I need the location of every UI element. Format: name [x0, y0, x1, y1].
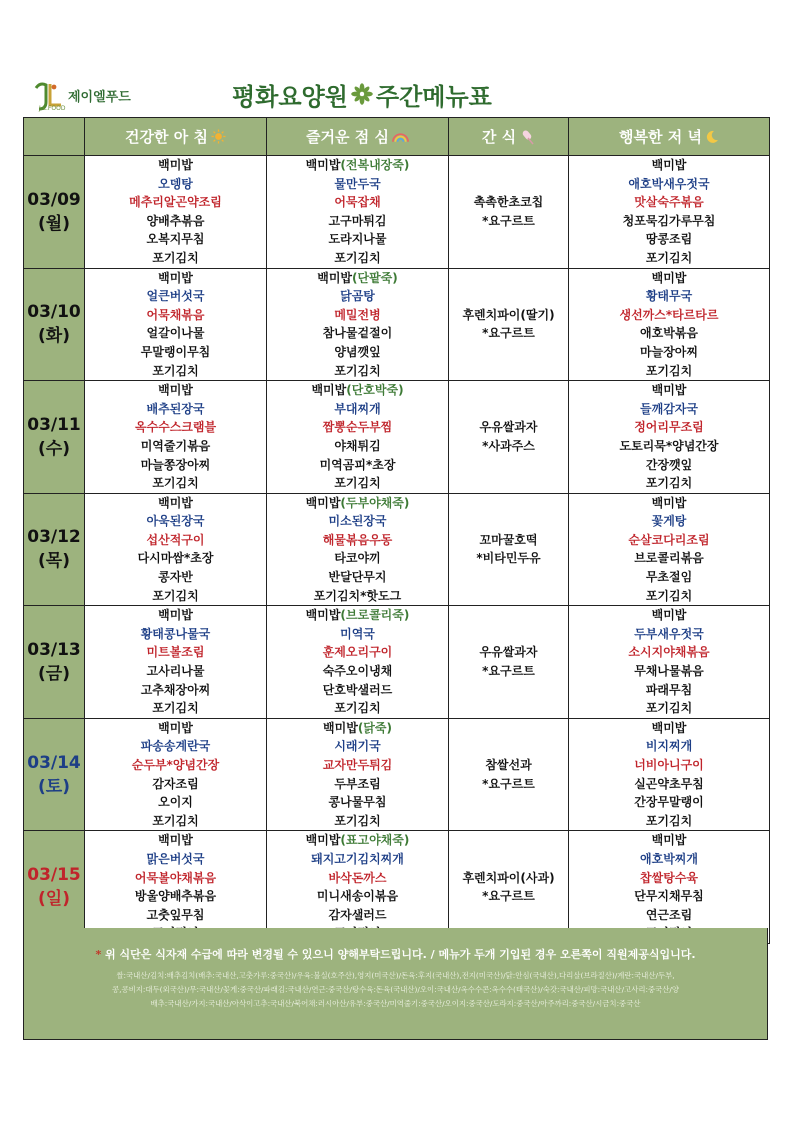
breakfast-item: 어묵채볶음: [146, 307, 205, 322]
lunch-item-text: 콩나물무침: [328, 795, 387, 810]
dinner-item: 마늘장아찌: [640, 344, 698, 359]
lunch-item: [267, 625, 448, 644]
lunch-item: [267, 287, 448, 306]
lunch-item: [267, 512, 448, 531]
lunch-cell: [267, 493, 449, 606]
company-logo: [30, 78, 160, 114]
snack-item: 후렌치파이(딸기): [462, 307, 555, 322]
lunch-item: [267, 887, 448, 906]
dinner-item: 순살코다리조림: [628, 532, 710, 547]
day-row: [24, 268, 770, 381]
breakfast-item: 양배추볶음: [146, 213, 205, 228]
breakfast-cell: [85, 268, 267, 381]
dinner-cell: [569, 156, 770, 269]
breakfast-item: 얼갈이나물: [146, 326, 205, 341]
lunch-item: [267, 831, 448, 850]
lunch-item: [267, 474, 448, 493]
breakfast-cell: [85, 831, 267, 944]
dinner-item: 백미밥: [651, 833, 687, 848]
dinner-item: 포기김치: [645, 701, 693, 716]
lunch-item-text: (표고야채죽): [340, 833, 410, 848]
lunch-item-text: 단호박샐러드: [322, 682, 393, 697]
day-date: 03/09: [27, 189, 81, 210]
breakfast-item: 옥수수스크램블: [134, 420, 217, 435]
dinner-item: 포기김치: [645, 363, 693, 378]
lunch-item-text: 바삭돈까스: [328, 870, 387, 885]
day-weekday: (금): [38, 664, 70, 685]
footer-notice: * 위 식단은 식자재 수급에 따라 변경될 수 있으니 양해부탁드립니다. / 메뉴가 두개 기입된 경우 오른쪽이 직원제공식입니다.: [95, 948, 696, 961]
page-title: [232, 77, 492, 111]
lunch-item-text: 미소된장국: [328, 514, 387, 529]
snack-item: *요구르트: [482, 889, 535, 904]
day-date: 03/10: [27, 302, 81, 323]
origin-line: 콩,콩비지:대두(외국산)/무:국내산/꽃게:중국산/파래김:국내산/연근:중국산/탕수육:돈육(국내산)/오이:국내산/옥수수콘:옥수수(태국산)/숙갓:국내산/피망:국내산/고사리:중국산/양: [111, 985, 680, 994]
snack-item: 후렌치파이(사과): [462, 870, 555, 885]
moon-icon: [705, 130, 719, 144]
lunch-item: [267, 362, 448, 381]
snack-item: *요구르트: [482, 213, 535, 228]
dinner-item: 청포묵김가루무침: [622, 213, 716, 228]
lunch-item-text: 도라지나물: [328, 232, 387, 247]
snack-cell: [449, 156, 569, 269]
breakfast-item: 고추채장아찌: [140, 682, 211, 697]
lunch-item-text: 백미밥: [305, 495, 341, 510]
header-lunch: 즐거운 점 심: [267, 118, 449, 156]
breakfast-item: 미역줄기볶음: [140, 438, 211, 453]
header-corner: [24, 118, 85, 156]
day-row: [24, 606, 770, 719]
dinner-item: 비지찌개: [645, 739, 693, 754]
breakfast-item: 파송송계란국: [140, 739, 211, 754]
breakfast-cell: [85, 381, 267, 494]
snack-cell: [449, 381, 569, 494]
rainbow-icon: [392, 131, 409, 143]
dinner-item: 백미밥: [651, 158, 687, 172]
lunch-item: [267, 156, 448, 175]
day-weekday: (화): [38, 326, 70, 347]
day-label: [24, 156, 85, 269]
header-dinner: 행복한 저 녁: [569, 118, 770, 156]
lunch-item-text: 시래기국: [334, 739, 381, 754]
dinner-cell: [569, 381, 770, 494]
lunch-item-text: 해물볶음우동: [322, 532, 393, 547]
lunch-item-text: 포기김치: [334, 476, 381, 491]
dinner-item: 애호박새우젓국: [628, 176, 710, 191]
dinner-item: 파래무침: [645, 682, 693, 697]
dinner-item: 백미밥: [651, 495, 687, 510]
lunch-item-text: 메밀전병: [334, 307, 381, 322]
dinner-item: 애호박볶음: [640, 326, 698, 341]
dinner-item: 연근조림: [645, 907, 693, 922]
lunch-item-text: 양념깻잎: [334, 344, 381, 359]
header-snack: 간 식: [449, 118, 569, 156]
lunch-item: [267, 756, 448, 775]
snack-cell: [449, 493, 569, 606]
dinner-item: 포기김치: [645, 476, 693, 491]
title-facility: 평화요양원: [232, 82, 348, 111]
dinner-item: 무초절임: [645, 570, 693, 585]
breakfast-item: 포기김치: [152, 476, 199, 491]
day-weekday: (일): [38, 889, 70, 910]
lunch-item-text: 백미밥: [323, 720, 358, 735]
dinner-item: 두부새우젓국: [634, 626, 704, 641]
breakfast-item: 포기김치: [152, 701, 199, 716]
breakfast-cell: [85, 718, 267, 831]
lunch-item: [267, 269, 448, 288]
day-label: [24, 493, 85, 606]
lunch-item-text: 부대찌개: [334, 401, 381, 416]
snack-item: *요구르트: [482, 776, 535, 791]
breakfast-item: 황태콩나물국: [140, 626, 211, 641]
lunch-item-text: 포기김치: [334, 363, 381, 378]
breakfast-item: 방울양배추볶음: [134, 889, 217, 904]
lunch-cell: [267, 156, 449, 269]
lunch-item-text: 포기김치: [334, 701, 381, 716]
origin-info: [42, 969, 749, 1011]
breakfast-item: 순두부*양념간장: [131, 758, 220, 772]
breakfast-item: 백미밥: [158, 270, 193, 285]
breakfast-item: 포기김치: [152, 588, 199, 603]
lunch-item: [267, 699, 448, 718]
snack-item: *요구르트: [482, 664, 535, 679]
lunch-item: [267, 343, 448, 362]
dinner-item: 백미밥: [651, 720, 687, 735]
lunch-item: [267, 719, 448, 738]
breakfast-item: 포기김치: [152, 813, 199, 828]
lunch-item-text: 미역국: [340, 626, 375, 641]
lunch-item-text: 백미밥: [305, 833, 341, 848]
lunch-item: [267, 324, 448, 343]
lunch-cell: [267, 381, 449, 494]
company-name: 제이엘푸드: [68, 90, 131, 105]
lunch-item-text: 백미밥: [311, 383, 347, 398]
breakfast-item: 오이지: [158, 795, 193, 810]
breakfast-item: 다시마쌈*초장: [137, 551, 214, 566]
lunch-item: [267, 793, 448, 812]
breakfast-item: 섭산적구이: [146, 532, 205, 547]
breakfast-item: 무말랭이무침: [140, 344, 211, 359]
day-date: 03/12: [27, 527, 81, 548]
dinner-item: 백미밥: [651, 270, 687, 285]
breakfast-item: 백미밥: [158, 720, 193, 735]
dinner-item: 간장무말랭이: [634, 795, 704, 810]
lunch-item: [267, 850, 448, 869]
lunch-item-text: (두부야채죽): [340, 495, 410, 510]
lunch-item: [267, 681, 448, 700]
snack-item: *비타민두유: [476, 551, 541, 566]
dinner-cell: [569, 718, 770, 831]
breakfast-item: 백미밥: [158, 383, 193, 398]
breakfast-item: 감자조림: [152, 776, 199, 791]
dinner-cell: [569, 606, 770, 719]
dinner-item: 정어리무조림: [634, 420, 704, 435]
dinner-item: 백미밥: [651, 383, 687, 398]
dinner-cell: [569, 493, 770, 606]
lunch-item-text: 백미밥: [317, 270, 353, 285]
breakfast-item: 백미밥: [158, 833, 193, 848]
day-date: 03/11: [27, 414, 81, 435]
lunch-item: [267, 906, 448, 925]
lunch-item: [267, 230, 448, 249]
lunch-item: [267, 193, 448, 212]
dinner-item: 꽃게탕: [651, 514, 687, 529]
day-row: [24, 381, 770, 494]
breakfast-cell: [85, 493, 267, 606]
breakfast-item: 백미밥: [158, 158, 193, 172]
lunch-item-text: 닭곰탕: [340, 289, 375, 304]
origin-line: 배추:국내산/가지:국내산/아삭이고추:국내산/북어채:러시아산/유부:중국산/미역줄기:중국산/오이지:중국산/도라지:중국산/아주까리:중국산/시금치:중국산: [150, 999, 641, 1008]
snack-cell: [449, 606, 569, 719]
origin-line: 쌀:국내산/김치:배추김치(배추:국내산,고춧가루:중국산)/우육:불실(호주산),영지(미국산)/돈육:후지(국내산),전지(미국산)/닭:안심(국내산),다리살(브라질산)/계란:국내산/두부,: [116, 971, 675, 980]
breakfast-item: 포기김치: [152, 250, 199, 265]
day-row: [24, 831, 770, 944]
snack-item: 참쌀선과: [485, 758, 532, 772]
lunch-item: [267, 175, 448, 194]
dinner-item: 들깨감자국: [640, 401, 698, 416]
breakfast-item: 배추된장국: [146, 401, 205, 416]
breakfast-cell: [85, 156, 267, 269]
dinner-item: 소시지야채볶음: [628, 645, 710, 660]
breakfast-item: 고사리나물: [146, 664, 205, 679]
day-date: 03/13: [27, 640, 81, 661]
lunch-cell: [267, 268, 449, 381]
day-label: [24, 381, 85, 494]
lunch-item-text: 어묵잡채: [334, 195, 381, 210]
flower-icon: [350, 82, 374, 106]
lunch-item: [267, 737, 448, 756]
lunch-item-text: 반달단무지: [328, 570, 387, 585]
day-label: [24, 268, 85, 381]
dinner-item: 너비아니구이: [634, 758, 704, 772]
lunch-item-text: 짬뽕순두부찜: [322, 420, 393, 435]
lunch-item-text: 감자샐러드: [328, 907, 387, 922]
lunch-item-text: 참나물겉절이: [322, 326, 393, 341]
lunch-item: [267, 643, 448, 662]
day-label: [24, 606, 85, 719]
dinner-cell: [569, 831, 770, 944]
lunch-item-text: (브로콜리죽): [340, 608, 410, 623]
lunch-item-text: 포기김치: [334, 813, 381, 828]
breakfast-item: 콩자반: [158, 570, 193, 585]
dinner-item: 황태무국: [645, 289, 693, 304]
sun-icon: [211, 129, 226, 144]
lunch-item: [267, 812, 448, 831]
lunch-cell: [267, 718, 449, 831]
lunch-item: [267, 775, 448, 794]
dinner-item: 도토리묵*양념간장: [619, 438, 719, 453]
menu-body: [24, 156, 770, 944]
day-weekday: (월): [38, 213, 70, 234]
lunch-item: [267, 494, 448, 513]
day-label: [24, 831, 85, 944]
lunch-item: [267, 587, 448, 606]
lunch-item-text: 돼지고기김치찌개: [311, 851, 404, 866]
lunch-item-text: 물만두국: [334, 176, 381, 191]
lunch-item-text: 타코야끼: [334, 551, 381, 566]
dinner-item: 브로콜리볶음: [634, 551, 704, 566]
lunch-item-text: (단호박죽): [346, 383, 404, 398]
lunch-item-text: 백미밥: [305, 158, 341, 172]
lunch-item-text: 포기김치*핫도그: [313, 588, 402, 603]
lunch-item-text: (전복내장죽): [340, 158, 410, 172]
lunch-item-text: 포기김치: [334, 250, 381, 265]
lunch-item-text: 숙주오이냉채: [322, 664, 393, 679]
day-weekday: (목): [38, 551, 70, 572]
lunch-item: [267, 249, 448, 268]
dinner-cell: [569, 268, 770, 381]
dinner-item: 포기김치: [645, 813, 693, 828]
lunch-item-text: 교자만두튀김: [322, 758, 393, 772]
breakfast-item: 고춧잎무침: [146, 907, 205, 922]
snack-item: *사과주스: [482, 438, 535, 453]
dinner-item: 간장깻잎: [645, 457, 693, 472]
lunch-item: [267, 437, 448, 456]
breakfast-item: 오복지무침: [146, 232, 205, 247]
day-date: 03/15: [27, 865, 81, 886]
company-sub-name: J.L.FOOD: [39, 105, 66, 112]
snack-cell: [449, 268, 569, 381]
lunch-item: [267, 456, 448, 475]
lunch-item-text: 백미밥: [305, 608, 341, 623]
lunch-item: [267, 400, 448, 419]
dinner-item: 실곤약초무침: [634, 776, 704, 791]
breakfast-item: 메추리알곤약조림: [129, 195, 222, 210]
breakfast-item: 아욱된장국: [146, 514, 205, 529]
snack-item: 꼬마꿀호떡: [479, 532, 538, 547]
lunch-item: [267, 381, 448, 400]
snack-cell: [449, 831, 569, 944]
lunch-item: [267, 418, 448, 437]
dinner-item: 찹쌀탕수육: [640, 870, 698, 885]
breakfast-item: 백미밥: [158, 495, 193, 510]
day-date: 03/14: [27, 752, 81, 773]
breakfast-item: 미트볼조림: [146, 645, 205, 660]
dinner-item: 땅콩조림: [645, 232, 693, 247]
lunch-item-text: 훈제오리구이: [322, 645, 393, 660]
dinner-item: 포기김치: [645, 250, 693, 265]
lunch-item: [267, 531, 448, 550]
dinner-item: 포기김치: [645, 588, 693, 603]
lunch-item-text: (단팥죽): [352, 270, 398, 285]
day-row: [24, 718, 770, 831]
day-label: [24, 718, 85, 831]
dinner-item: 백미밥: [651, 608, 687, 623]
lunch-item: [267, 306, 448, 325]
lunch-item: [267, 549, 448, 568]
lunch-item-text: (닭죽): [357, 720, 392, 735]
breakfast-item: 포기김치: [152, 363, 199, 378]
snack-item: 우유쌀과자: [479, 645, 538, 660]
day-row: [24, 156, 770, 269]
lunch-item-text: 미니새송이볶음: [316, 889, 399, 904]
breakfast-cell: [85, 606, 267, 719]
snack-item: 우유쌀과자: [479, 420, 538, 435]
breakfast-item: 마늘쫑장아찌: [140, 457, 211, 472]
lunch-cell: [267, 831, 449, 944]
dinner-item: 애호박찌개: [640, 851, 698, 866]
lunch-cell: [267, 606, 449, 719]
lunch-item-text: 두부조림: [334, 776, 381, 791]
breakfast-item: 어묵볼야채볶음: [134, 870, 217, 885]
breakfast-item: 백미밥: [158, 608, 193, 623]
dinner-item: 맛살숙주볶음: [634, 195, 704, 210]
footer-notes: [23, 928, 768, 1040]
day-weekday: (수): [38, 438, 70, 459]
lunch-item-text: 야채튀김: [334, 438, 381, 453]
breakfast-item: 얼큰버섯국: [146, 289, 205, 304]
dinner-item: 무채나물볶음: [634, 664, 704, 679]
dinner-item: 단무지채무침: [634, 889, 704, 904]
lunch-item: [267, 869, 448, 888]
day-weekday: (토): [38, 776, 70, 797]
snack-item: *요구르트: [482, 326, 535, 341]
lunch-item-text: 미역곰피*초장: [319, 457, 396, 472]
snack-cell: [449, 718, 569, 831]
lunch-item: [267, 568, 448, 587]
breakfast-item: 오뎅탕: [158, 176, 193, 191]
dinner-item: 생선까스*타르타르: [619, 307, 719, 322]
snack-item: 촉촉한초코칩: [473, 195, 544, 210]
day-row: [24, 493, 770, 606]
title-weekly-menu: 주간메뉴표: [375, 82, 492, 111]
header-row: [24, 118, 770, 156]
breakfast-item: 맑은버섯국: [146, 851, 205, 866]
lunch-item: [267, 606, 448, 625]
candy-icon: [519, 129, 535, 145]
lunch-item: [267, 662, 448, 681]
weekly-menu-table: [23, 117, 770, 944]
lunch-item: [267, 212, 448, 231]
lunch-item-text: 고구마튀김: [328, 213, 387, 228]
header-breakfast: 건강한 아 침: [85, 118, 267, 156]
